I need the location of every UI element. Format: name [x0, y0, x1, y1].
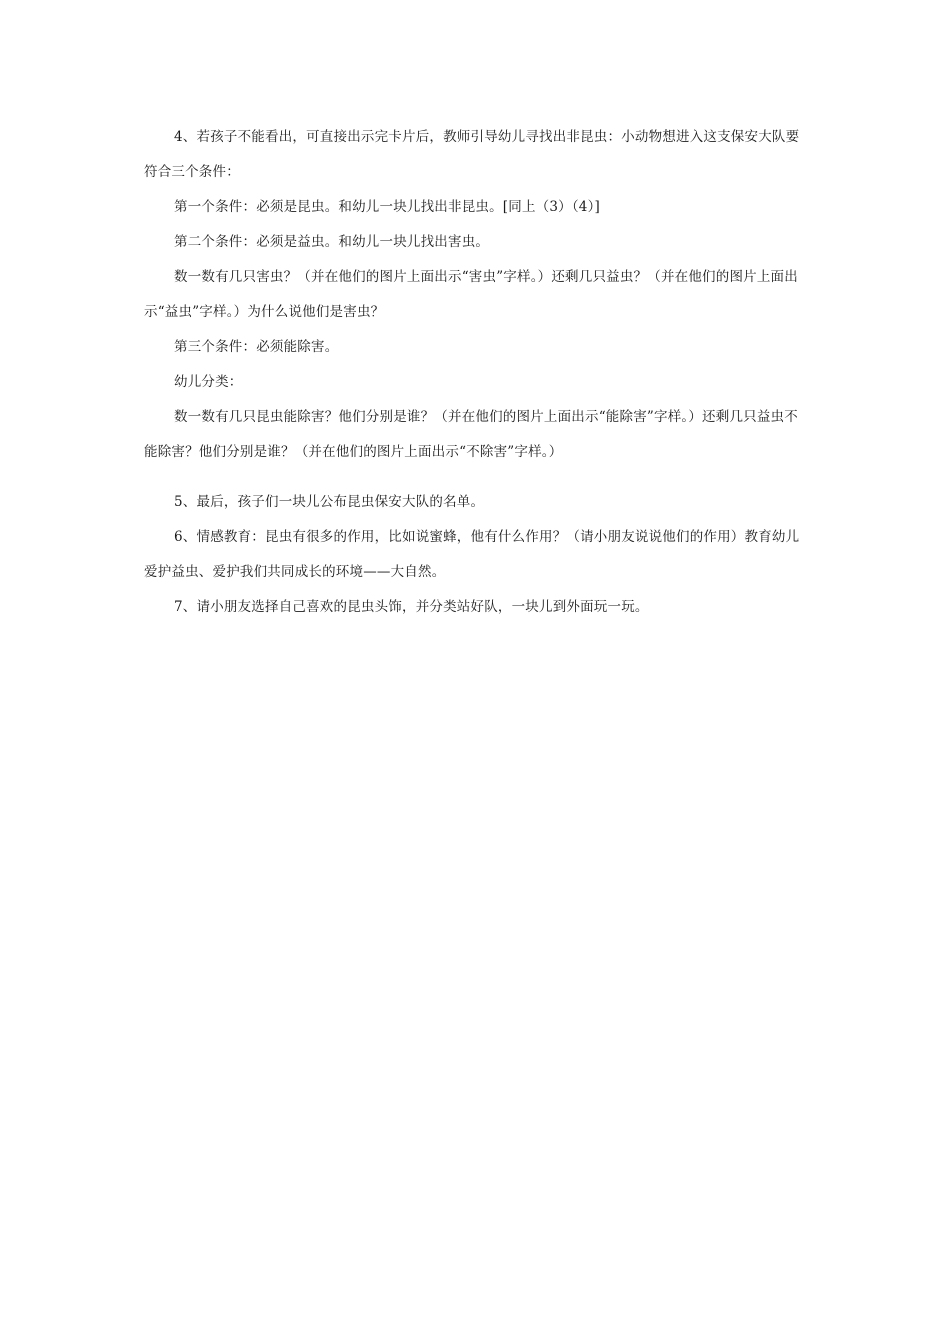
- paragraph-step-4: 4、若孩子不能看出，可直接出示完卡片后，教师引导幼儿寻找出非昆虫：小动物想进入这支保安大队要符合三个条件：: [144, 129, 800, 180]
- paragraph-count-helpers: 数一数有几只昆虫能除害？他们分别是谁？（并在他们的图片上面出示“能除害”字样。）还剩几只益虫不能除害？他们分别是谁？（并在他们的图片上面出示“不除害”字样。）: [144, 409, 798, 460]
- paragraph-step-6: 6、情感教育：昆虫有很多的作用，比如说蜜蜂，他有什么作用？（请小朋友说说他们的作用）教育幼儿爱护益虫、爱护我们共同成长的环境——大自然。: [144, 529, 800, 580]
- paragraph-step-5: 5、最后，孩子们一块儿公布昆虫保安大队的名单。: [174, 494, 485, 510]
- paragraph-condition-3: 第三个条件：必须能除害。: [174, 339, 339, 355]
- document-page: [144, 120, 806, 625]
- paragraph-classification: 幼儿分类：: [174, 374, 243, 390]
- paragraph-condition-2: 第二个条件：必须是益虫。和幼儿一块儿找出害虫。: [174, 234, 490, 250]
- paragraph-count-pests: 数一数有几只害虫？（并在他们的图片上面出示“害虫”字样。）还剩几只益虫？（并在他们的图片上面出示“益虫”字样。）为什么说他们是害虫？: [144, 269, 798, 320]
- paragraph-step-7: 7、请小朋友选择自己喜欢的昆虫头饰，并分类站好队，一块儿到外面玩一玩。: [174, 599, 649, 615]
- paragraph-condition-1: 第一个条件：必须是昆虫。和幼儿一块儿找出非昆虫。[同上（3）（4）]: [174, 199, 601, 215]
